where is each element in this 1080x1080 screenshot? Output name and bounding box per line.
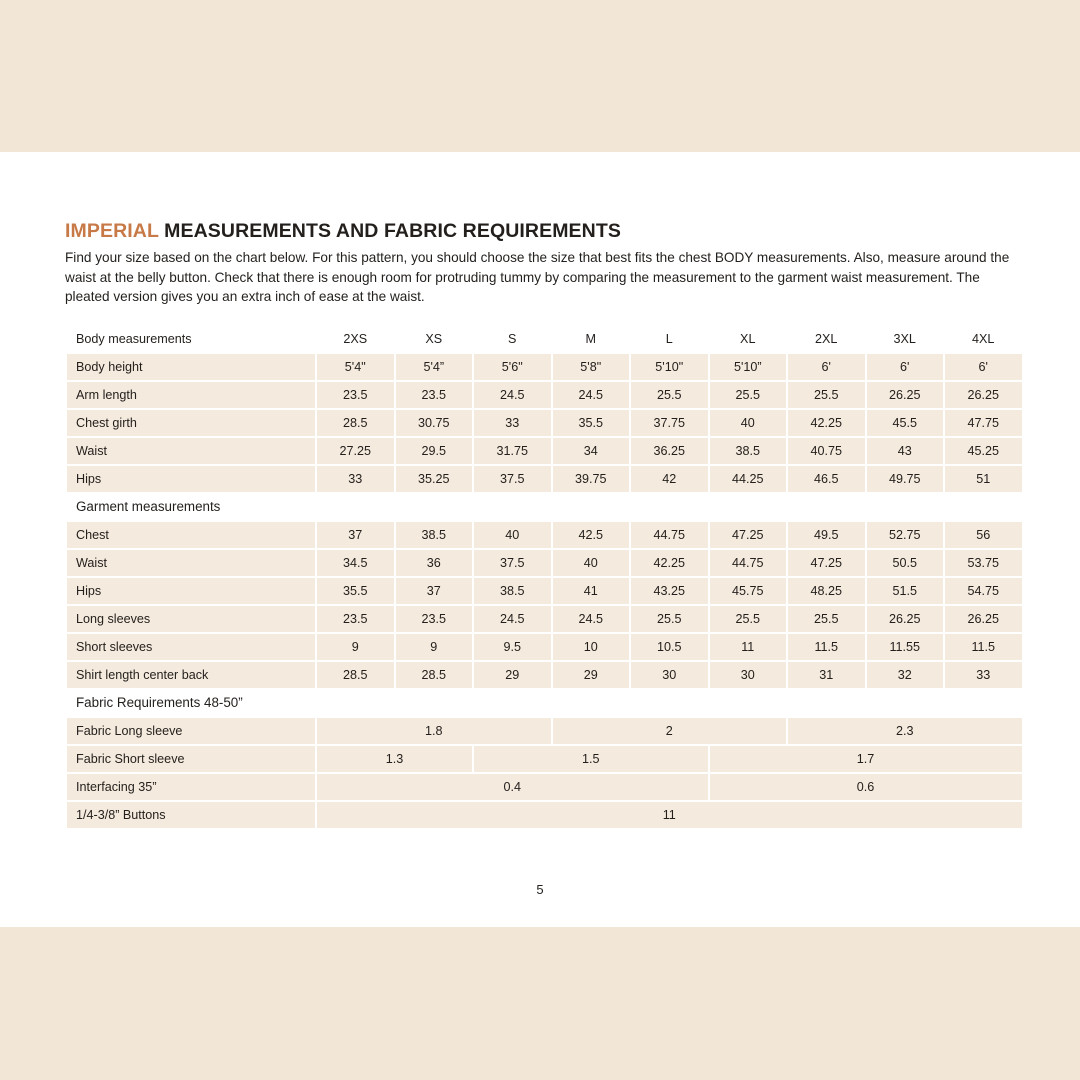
table-cell: 33 [474,410,551,436]
table-cell: 34 [553,438,630,464]
table-cell: 5'6" [474,354,551,380]
section-heading-fabric-label: Fabric Requirements 48-50” [76,695,243,710]
table-row [67,746,1022,772]
table-cell: 42.25 [788,410,865,436]
table-cell: 49.5 [788,522,865,548]
table-cell: 9 [396,634,473,660]
table-cell: 31 [788,662,865,688]
row-label-garment-long-sleeves: Long sleeves [67,606,315,632]
table-cell: 40 [710,410,787,436]
section-heading-fabric [67,690,1022,716]
table-cell: 44.75 [631,522,708,548]
page-title-rest: MEASUREMENTS AND FABRIC REQUIREMENTS [158,220,621,242]
row-label-garment-hips: Hips [67,578,315,604]
table-cell: 11.5 [788,634,865,660]
table-cell: 37.5 [474,466,551,492]
row-label-garment-short-sleeves: Short sleeves [67,634,315,660]
page-title-accent: IMPERIAL [65,220,159,242]
table-cell: 5'10" [631,354,708,380]
table-cell-span: 1.3 [317,746,472,772]
page-number: 5 [536,882,544,897]
table-cell: 5'4" [317,354,394,380]
table-cell: 30 [710,662,787,688]
document-page [0,152,1080,927]
table-cell: 11.55 [867,634,944,660]
size-header-4xl: 4XL [972,331,995,346]
row-label-fabric-interfacing-35: Interfacing 35” [67,774,315,800]
table-cell: 6' [945,354,1022,380]
table-row [67,438,1022,464]
table-cell-span: 11 [317,802,1022,828]
table-cell-span: 0.6 [710,774,1022,800]
table-row [67,606,1022,632]
table-cell: 37 [317,522,394,548]
table-cell: 49.75 [867,466,944,492]
table-cell: 24.5 [474,382,551,408]
table-cell: 40.75 [788,438,865,464]
table-cell: 51 [945,466,1022,492]
table-cell: 5'10” [710,354,787,380]
table-cell: 53.75 [945,550,1022,576]
size-header-s: S [508,331,517,346]
table-cell-span: 0.4 [317,774,708,800]
table-cell: 34.5 [317,550,394,576]
table-cell: 43.25 [631,578,708,604]
table-cell: 31.75 [474,438,551,464]
table-cell: 40 [474,522,551,548]
table-cell: 28.5 [396,662,473,688]
table-cell: 37 [396,578,473,604]
table-row [67,578,1022,604]
page-title [65,220,1013,243]
table-cell: 25.5 [788,606,865,632]
row-label-body-hips: Hips [67,466,315,492]
table-cell: 45.75 [710,578,787,604]
table-cell: 50.5 [867,550,944,576]
table-cell: 29.5 [396,438,473,464]
table-cell: 9 [317,634,394,660]
table-cell: 47.25 [788,550,865,576]
measurements-table [65,324,1024,830]
table-cell-span: 2.3 [788,718,1022,744]
table-cell: 48.25 [788,578,865,604]
table-cell: 35.5 [317,578,394,604]
row-label-body-arm-length: Arm length [67,382,315,408]
table-cell: 33 [317,466,394,492]
table-cell: 32 [867,662,944,688]
table-cell: 43 [867,438,944,464]
table-cell-span: 1.7 [710,746,1022,772]
table-cell: 44.25 [710,466,787,492]
table-row [67,382,1022,408]
row-label-fabric-1-4-3-8-buttons: 1/4-3/8” Buttons [67,802,315,828]
table-cell: 25.5 [631,382,708,408]
table-header-row [67,326,1022,352]
table-cell: 51.5 [867,578,944,604]
table-cell: 45.25 [945,438,1022,464]
table-cell: 24.5 [553,606,630,632]
table-cell: 27.25 [317,438,394,464]
table-row [67,522,1022,548]
table-row [67,354,1022,380]
row-label-garment-chest: Chest [67,522,315,548]
table-cell: 28.5 [317,662,394,688]
page-content [65,220,1013,830]
row-label-body-chest-girth: Chest girth [67,410,315,436]
table-cell: 10.5 [631,634,708,660]
row-label-fabric-fabric-long-sleeve: Fabric Long sleeve [67,718,315,744]
table-cell: 45.5 [867,410,944,436]
table-cell: 6' [867,354,944,380]
table-cell: 24.5 [474,606,551,632]
table-cell: 11.5 [945,634,1022,660]
size-header-2xs: 2XS [343,331,368,346]
table-cell: 37.5 [474,550,551,576]
table-cell: 25.5 [710,382,787,408]
row-label-garment-waist: Waist [67,550,315,576]
table-cell: 11 [710,634,787,660]
table-cell: 30.75 [396,410,473,436]
table-cell: 24.5 [553,382,630,408]
table-row [67,410,1022,436]
table-cell: 25.5 [710,606,787,632]
table-cell: 26.25 [945,606,1022,632]
table-row [67,634,1022,660]
table-cell: 38.5 [474,578,551,604]
table-cell: 56 [945,522,1022,548]
table-row [67,466,1022,492]
table-cell: 42.5 [553,522,630,548]
table-cell: 42 [631,466,708,492]
table-cell: 10 [553,634,630,660]
size-header-xl: XL [740,331,756,346]
table-cell: 23.5 [317,606,394,632]
table-cell: 54.75 [945,578,1022,604]
table-header-label: Body measurements [76,331,192,346]
table-cell: 26.25 [867,382,944,408]
table-cell: 44.75 [710,550,787,576]
table-cell: 47.25 [710,522,787,548]
table-cell: 36.25 [631,438,708,464]
size-header-xs: XS [425,331,443,346]
table-cell: 28.5 [317,410,394,436]
table-cell: 41 [553,578,630,604]
table-cell: 30 [631,662,708,688]
table-cell: 52.75 [867,522,944,548]
table-cell: 37.75 [631,410,708,436]
table-cell: 9.5 [474,634,551,660]
table-cell: 23.5 [396,382,473,408]
table-cell: 35.25 [396,466,473,492]
table-row [67,802,1022,828]
table-cell-span: 1.8 [317,718,551,744]
size-header-m: M [585,331,596,346]
table-cell: 38.5 [396,522,473,548]
table-cell: 29 [553,662,630,688]
table-row [67,774,1022,800]
table-cell: 6' [788,354,865,380]
size-header-l: L [665,331,673,346]
table-row [67,718,1022,744]
table-cell: 29 [474,662,551,688]
table-cell: 26.25 [945,382,1022,408]
table-cell: 25.5 [788,382,865,408]
row-label-fabric-fabric-short-sleeve: Fabric Short sleeve [67,746,315,772]
table-cell: 42.25 [631,550,708,576]
table-cell: 33 [945,662,1022,688]
table-cell: 40 [553,550,630,576]
table-cell: 38.5 [710,438,787,464]
table-cell: 39.75 [553,466,630,492]
table-cell: 5'4” [396,354,473,380]
table-cell: 26.25 [867,606,944,632]
section-heading-garment-label: Garment measurements [76,499,221,514]
intro-paragraph: Find your size based on the chart below. For this pattern, you should choose the size that best fits the chest BODY measurements. Also, measure around the waist at the belly button. Check that there is enough room for protruding tummy by comparing the measurement to the garment waist measurement. The pleated version gives you an extra inch of ease at the waist. [65,250,1010,304]
table-cell: 46.5 [788,466,865,492]
table-cell: 25.5 [631,606,708,632]
table-cell-span: 2 [553,718,787,744]
table-row [67,662,1022,688]
row-label-garment-shirt-length-center-back: Shirt length center back [67,662,315,688]
section-heading-garment [67,494,1022,520]
table-cell: 5'8" [553,354,630,380]
size-header-2xl: 2XL [815,331,838,346]
table-cell: 35.5 [553,410,630,436]
row-label-body-body-height: Body height [67,354,315,380]
table-row [67,550,1022,576]
table-cell: 36 [396,550,473,576]
table-cell: 23.5 [317,382,394,408]
table-cell: 47.75 [945,410,1022,436]
size-header-3xl: 3XL [893,331,916,346]
table-cell: 23.5 [396,606,473,632]
row-label-body-waist: Waist [67,438,315,464]
table-cell-span: 1.5 [474,746,708,772]
